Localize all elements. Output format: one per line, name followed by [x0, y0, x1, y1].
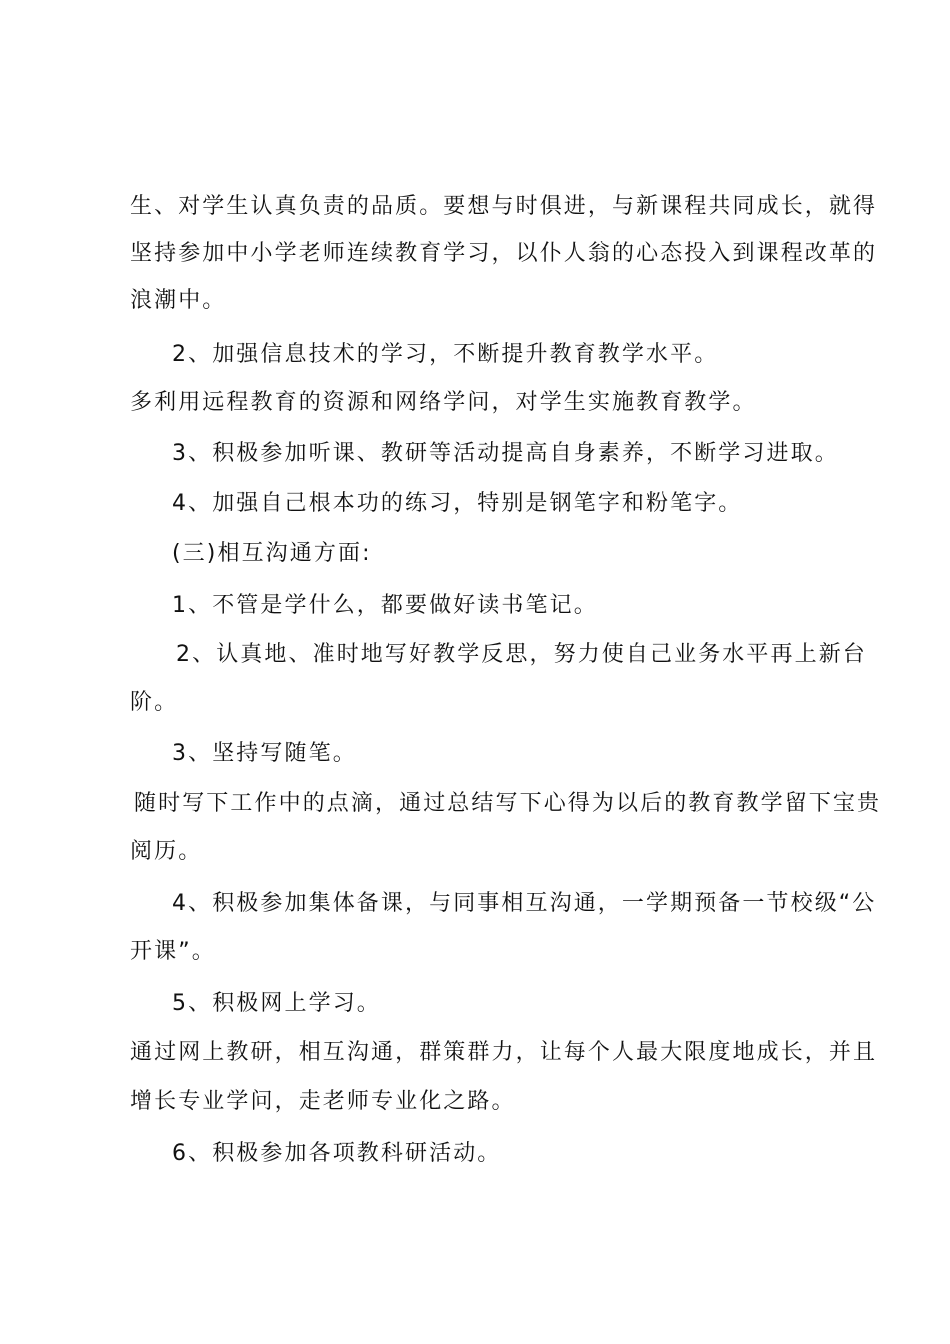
paragraph-line: 坚持参加中小学老师连续教育学习，以仆人翁的心态投入到课程改革的 — [130, 241, 878, 266]
list-item: 3、积极参加听课、教研等活动提高自身素养，不断学习进取。 — [172, 441, 839, 466]
list-item: 1、不管是学什么，都要做好读书笔记。 — [172, 593, 598, 618]
paragraph-line: 开课”。 — [130, 939, 216, 964]
list-item: 2、加强信息技术的学习，不断提升教育教学水平。 — [172, 342, 719, 367]
paragraph-line: 浪潮中。 — [130, 288, 227, 313]
paragraph-line: 阶。 — [130, 690, 179, 715]
list-item: 3、坚持写随笔。 — [172, 741, 357, 766]
list-item: 4、积极参加集体备课，与同事相互沟通，一学期预备一节校级“公 — [172, 891, 877, 916]
paragraph-line: 生、对学生认真负责的品质。要想与时俱进，与新课程共同成长，就得 — [130, 194, 878, 219]
list-item: 4、加强自己根本功的练习，特别是钢笔字和粉笔字。 — [172, 491, 743, 516]
paragraph-line: 阅历。 — [130, 839, 203, 864]
paragraph-line: 增长专业学问，走老师专业化之路。 — [130, 1089, 516, 1114]
paragraph-line: 多利用远程教育的资源和网络学问，对学生实施教育教学。 — [130, 390, 757, 415]
paragraph-line: 通过网上教研，相互沟通，群策群力，让每个人最大限度地成长，并且 — [130, 1040, 878, 1065]
list-item: 6、积极参加各项教科研活动。 — [172, 1141, 502, 1166]
paragraph-line: 随时写下工作中的点滴，通过总结写下心得为以后的教育教学留下宝贵 — [134, 791, 882, 816]
list-item: 2、认真地、准时地写好教学反思，努力使自己业务水平再上新台 — [176, 642, 867, 667]
section-heading: (三)相互沟通方面: — [172, 541, 372, 566]
list-item: 5、积极网上学习。 — [172, 991, 381, 1016]
